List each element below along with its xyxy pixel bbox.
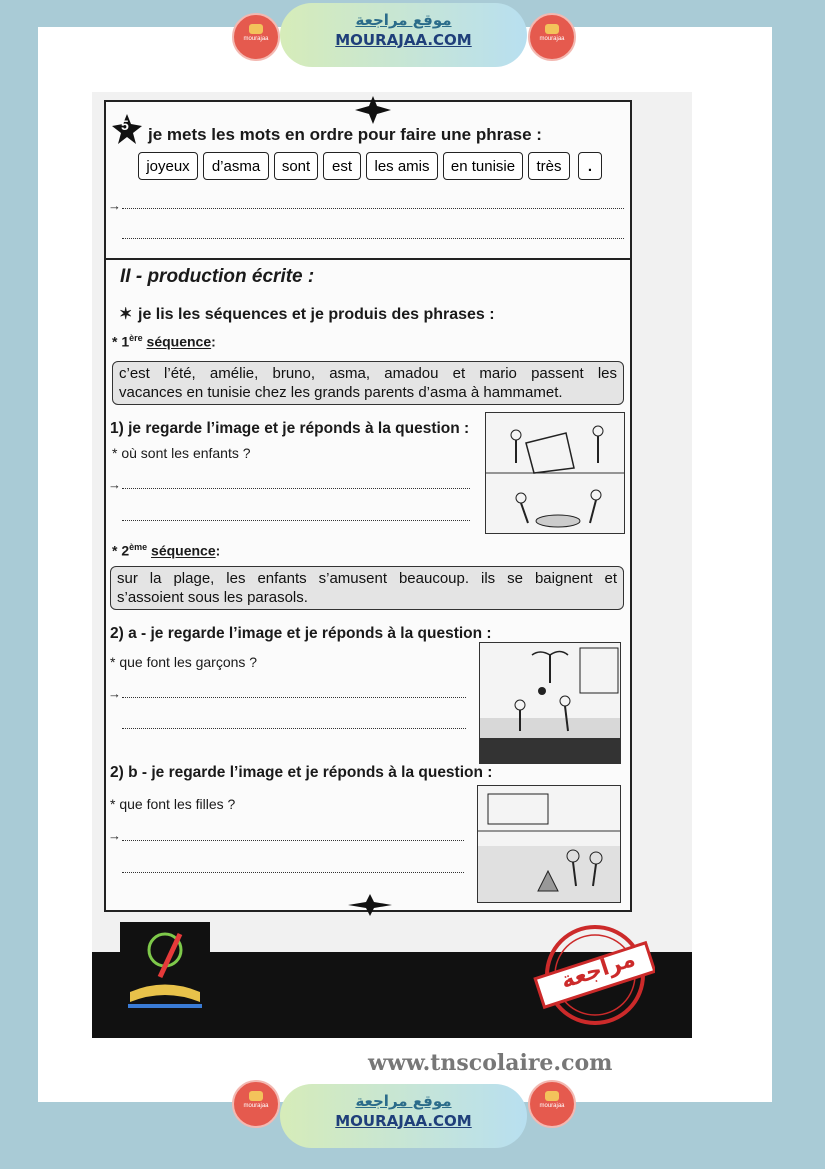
seq2-label — [112, 542, 220, 559]
q2a-title: 2) a - je regarde l’image et je réponds à la question : — [110, 625, 492, 642]
production-title: II - production écrite : — [120, 266, 315, 287]
footer-arabic: موقع مراجعة — [355, 1092, 452, 1110]
stamp-text: مراجعة — [558, 946, 639, 995]
answer-line[interactable] — [122, 238, 624, 239]
answer-arrow: → — [108, 686, 121, 701]
star-ornament-bottom — [348, 894, 392, 916]
production-instruction: je lis les séquences et je produis des phrases : — [138, 306, 495, 323]
word-card-4[interactable]: est — [323, 152, 361, 180]
star-ornament-top — [355, 96, 391, 124]
answer-line[interactable] — [122, 728, 466, 729]
watermark-url[interactable]: www.tnscolaire.com — [368, 1050, 613, 1076]
word-card-3[interactable]: sont — [274, 152, 318, 180]
seq1-label — [112, 333, 216, 350]
seq2-label-sup: ème — [129, 542, 148, 552]
word-card-5[interactable]: les amis — [366, 152, 438, 180]
image-children-beach — [485, 412, 625, 534]
header-arabic: موقع مراجعة — [355, 11, 452, 29]
seq1-label-suffix: : — [211, 333, 216, 350]
image-girls-sandcastle — [477, 785, 621, 903]
word-card-8[interactable]: . — [578, 152, 602, 180]
sequence-1-box — [112, 361, 624, 405]
seq2-label-prefix: * 2 — [112, 542, 130, 559]
production-star-icon: ✶ — [119, 306, 133, 323]
answer-line[interactable] — [122, 872, 464, 873]
image-boys-ball — [479, 642, 621, 764]
mourajaa-logo-left: mourajaa — [232, 13, 280, 61]
mourajaa-logo-left: mourajaa — [232, 1080, 280, 1128]
header-site[interactable]: MOURAJAA.COM — [335, 31, 472, 49]
answer-arrow: → — [108, 828, 121, 843]
q2a-question: * que font les garçons ? — [110, 654, 258, 670]
q2b-question: * que font les filles ? — [110, 796, 236, 812]
footer-site[interactable]: MOURAJAA.COM — [335, 1112, 472, 1130]
seq1-line2: vacances en tunisie chez les grands parents d’asma à hammamet. — [119, 384, 563, 401]
exercise-number: 5 — [121, 117, 129, 133]
seq2-label-suffix: : — [215, 542, 221, 559]
answer-arrow: → — [108, 477, 121, 492]
word-card-1[interactable]: joyeux — [138, 152, 198, 180]
seq2-line1: sur la plage, les enfants s’amusent beaucoup. ils se baignent et — [117, 570, 617, 587]
answer-line[interactable] — [122, 520, 470, 521]
answer-line[interactable] — [122, 208, 624, 209]
word-card-7[interactable]: très — [528, 152, 570, 180]
seq2-line2: s’assoient sous les parasols. — [117, 589, 308, 606]
word-card-2[interactable]: d’asma — [203, 152, 269, 180]
seq1-label-sup: ère — [129, 333, 143, 343]
q2b-title: 2) b - je regarde l’image et je réponds à la question : — [110, 764, 493, 781]
answer-arrow: → — [108, 198, 121, 213]
footer-banner[interactable] — [280, 1084, 527, 1148]
section-divider — [106, 258, 630, 260]
seq1-label-word: séquence — [146, 333, 212, 350]
seq1-label-prefix: * 1 — [112, 333, 130, 350]
answer-line[interactable] — [122, 840, 464, 841]
sequence-2-box — [110, 566, 624, 610]
q1-title: 1) je regarde l’image et je réponds à la question : — [110, 420, 470, 437]
seq1-line1: c’est l’été, amélie, bruno, asma, amadou et mario passent les — [119, 365, 617, 382]
word-card-6[interactable]: en tunisie — [443, 152, 523, 180]
answer-line[interactable] — [122, 697, 466, 698]
seq2-label-word: séquence — [151, 542, 216, 559]
mourajaa-logo-right: mourajaa — [528, 1080, 576, 1128]
mourajaa-logo-right: mourajaa — [528, 13, 576, 61]
q1-question: * où sont les enfants ? — [112, 445, 251, 461]
exercise5-instruction: je mets les mots en ordre pour faire une phrase : — [148, 125, 542, 144]
school-logo — [120, 922, 210, 1014]
answer-line[interactable] — [122, 488, 470, 489]
header-banner[interactable] — [280, 3, 527, 67]
